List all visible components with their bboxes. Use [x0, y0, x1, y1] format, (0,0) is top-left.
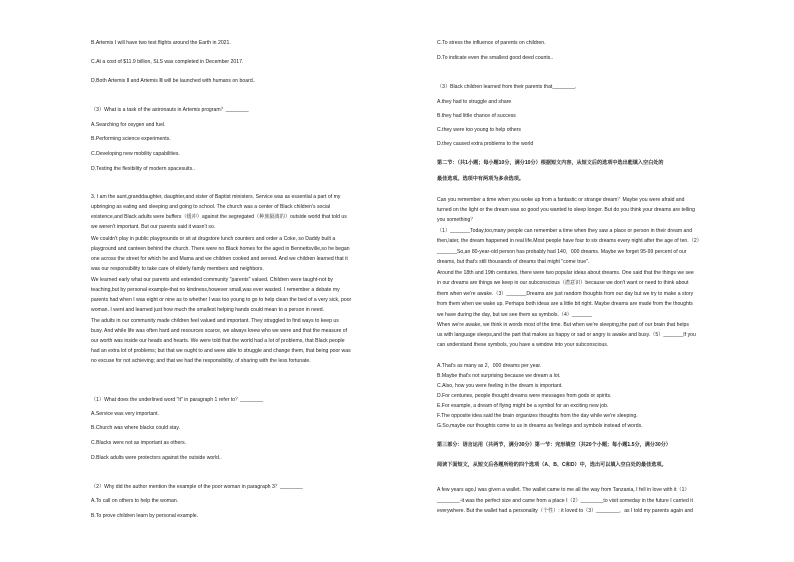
left-q1-option: D.Black adults were protectors against the outside world.. [91, 455, 222, 461]
section3-heading: 第三部分：语言运用（共两节，满分30分）第一节：完形填空（共20个小题；每小题1.5分，满分30分） [437, 442, 671, 448]
dream-passage-line: you something？ [437, 217, 476, 223]
passage3-line: was our responsibility to take care of elderly family members and neighbors. [91, 266, 264, 272]
passage3-line: upbringing as eating and sleeping and going to school. The church was a center of Black children's social [91, 204, 331, 210]
dream-passage-line: from them when we wake up. Perhaps both ideas are a little bit right. Maybe dreams are made from the thoughts [437, 301, 693, 307]
dream-option: G.So,maybe our thoughts come to us in dreams as feelings and symbols instead of words. [437, 423, 643, 429]
dream-passage-line: can understand these symbols, you have a window into your subconscious. [437, 342, 609, 348]
left-q1-option: B.Church was where blacks could stay. [91, 425, 180, 431]
left-q1-stem: （1）What does the underlined word "it" in paragraph 1 refer to？________ [91, 397, 264, 403]
left-q3-stem: （3）What is a task of the astronauts in Artemis program？________ [91, 107, 249, 113]
cloze-passage-line: A few years ago,I was given a wallet. The wallet came to me all the way from Tanzania, I fell in love with it（1） [437, 487, 690, 493]
left-q2-option-d: D.Both Artemis Ⅱ and Artemis Ⅲ will be launched with humans on board.. [91, 78, 256, 84]
left-q3-option: A.Searching for oxygen and fuel. [91, 122, 166, 128]
left-q2-stem: （2）Why did the author mention the example of the poor woman in paragraph 3？________ [91, 484, 303, 490]
passage3-line: woman. I went and learned just how much the smallest helping hands could mean to a person in need. [91, 307, 325, 313]
dream-passage-line: in our dreams are things we keep in our subconscious（潜意识）because we don't want or need to think about [437, 280, 689, 286]
passage3-line: busy. And while life was often hard and resources scarce, we always knew who we were and that the measure of [91, 328, 348, 334]
passage3-line: parents had when I was eight or nine as to whether I was too young to go to help clean the bed of a very sick, poor [91, 297, 352, 303]
dream-passage-line: us with language sleeps,and the part that makes us happy or sad or angry is awake and busy.（5）_______If you [437, 332, 696, 338]
section2-heading: 第二节：（共1小题；每小题10分，满分10分）根据短文内容，从短文后的选项中选出能填入空白处的 [437, 160, 664, 166]
right-q3-option: A.they had to struggle and share [437, 99, 512, 105]
left-q3-option: C.Developing new mobility capabilities. [91, 151, 180, 157]
dream-passage-line: them when we're awake.（3）_______Dreams are just random thoughts from our day but we try to make a story [437, 291, 694, 297]
left-q3-option: D.Testing the flexibility of modern spacesuits.. [91, 166, 196, 172]
passage3-line: 3. I am the aunt,granddaughter, daughter,and sister of Baptist ministers. Service was as essential a part of my [91, 194, 341, 200]
dream-passage-line: turned on the light or the dream was so good you wanted to sleep longer. But do you think your dreams are telling [437, 207, 695, 213]
left-q2-option: A.To call on others to help the woman. [91, 498, 179, 504]
left-q3-option: B.Performing science experiments. [91, 136, 171, 142]
passage3-line: We learned early what our parents and extended community "parents" valued. Children were taught-not by [91, 277, 333, 283]
right-q3-option: B.they had little chance of success [437, 113, 516, 119]
passage3-line: playground and canteen behind the church. There were no Black homes for the aged in Bennettsville,so he began [91, 246, 350, 252]
passage3-line: We couldn't play in public playgrounds or sit at drugstore lunch counters and order a Coke, so Daddy built a [91, 236, 336, 242]
dream-passage-line: we have during the day, but we see them as symbols.（4）_______ [437, 312, 592, 318]
right-q3-option: D.they caused extra problems to the world [437, 141, 534, 147]
dream-option: D.For centuries, people thought dreams were messages from gods or spirits. [437, 393, 612, 399]
passage3-line: The adults in our community made children feel valued and important. They struggled to find ways to keep us [91, 318, 339, 324]
left-q2-option-c: C.At a cost of $11.9 billion, SLS was completed in December 2017. [91, 59, 244, 65]
left-q2-option: B.To prove children learn by personal example. [91, 513, 199, 519]
left-q2-option-b: B.Artemis Ⅰ will have two test flights around the Earth in 2021. [91, 40, 231, 46]
right-q2-option-c: C.To stress the influence of parents on children. [437, 40, 546, 46]
passage3-line: our worth was inside our heads and hearts. We were told that the world had a lot of problems, that Black people [91, 338, 345, 344]
dream-passage-line: When we're awake, we think in words most of the time. But when we're sleeping,the part of our brain that helps [437, 322, 689, 328]
dream-option: A.That's as many as 2，000 dreams per year. [437, 363, 542, 369]
passage3-line: had an extra lot of problems; but that we ought to and were able to struggle and change them, that being poor was [91, 348, 351, 354]
passage3-line: no excuse for not achieving; and that we had the responsibility, of sharing with the less fortunate. [91, 358, 311, 364]
right-q3-option: C.they were too young to help others [437, 127, 521, 133]
passage3-line: we weren't important. But our parents said it wasn't so. [91, 224, 216, 230]
section3-instructions: 阅读下面短文，从短文后各题所给的四个选项（A、B、C和D）中，选出可以填入空白处的最佳选项。 [437, 462, 667, 468]
right-q2-option-d: D.To indicate even the smallest good deed counts.. [437, 55, 554, 61]
dream-passage-line: Can you remember a time when you woke up from a fantastic or strange dream？Maybe you were afraid and [437, 197, 685, 203]
cloze-passage-line: everywhere. But the wallet had a personality（个性）: it loved to（3）________，as I told my parents again and [437, 508, 694, 514]
dream-passage-line: dreams, but that's still thousands of dreams that might "come true". [437, 259, 590, 265]
passage3-line: teaching,but by personal example-that no kindness,however small,was ever wasted. I remember a debate my [91, 287, 340, 293]
right-q3-stem: （3）Black children learned from their parents that________. [437, 84, 577, 90]
dream-passage-line: then,later, the dream happened in real life.Most people have four to six dreams every night after the age of ten.（2） [437, 238, 702, 244]
dream-option: E.For example, a dream of flying might be a symbol for an exciting new job. [437, 403, 609, 409]
dream-passage-line: Around the 18th and 19th centuries, there were two popular ideas about dreams. One said that the things we see [437, 270, 694, 276]
dream-option: B.Maybe that's not surprising because we dream a lot. [437, 373, 561, 379]
dream-passage-line: （1）_______Today,too,many people can remember a time when they saw a place or person in their dream and [437, 228, 693, 234]
dream-option: F.The opposite idea said the brain organizes thoughts from the day while we're sleeping. [437, 413, 638, 419]
passage3-line: one across the street for which he and Mama and we children cooked and served. And we children learned that it [91, 256, 348, 262]
dream-option: C.Also, how you were feeling in the dream is important. [437, 383, 563, 389]
left-q1-option: C.Blacks were not as important as others. [91, 440, 187, 446]
cloze-passage-line: ________-it was the perfect size and came from a place I（2）________to visit someday in the future I carried it [437, 498, 693, 504]
section2-heading: 最佳选项。选项中有两项为多余选项。 [437, 176, 524, 182]
passage3-line: existence,and Black adults were buffers（缓冲）against the segregated（种族隔离的）outside world that told us [91, 214, 347, 220]
left-q1-option: A.Service was very important. [91, 411, 159, 417]
dream-passage-line: _______So,an 80-year-old person has probably had 140，000 dreams. Maybe we forget 95-99 percent of our [437, 249, 687, 255]
